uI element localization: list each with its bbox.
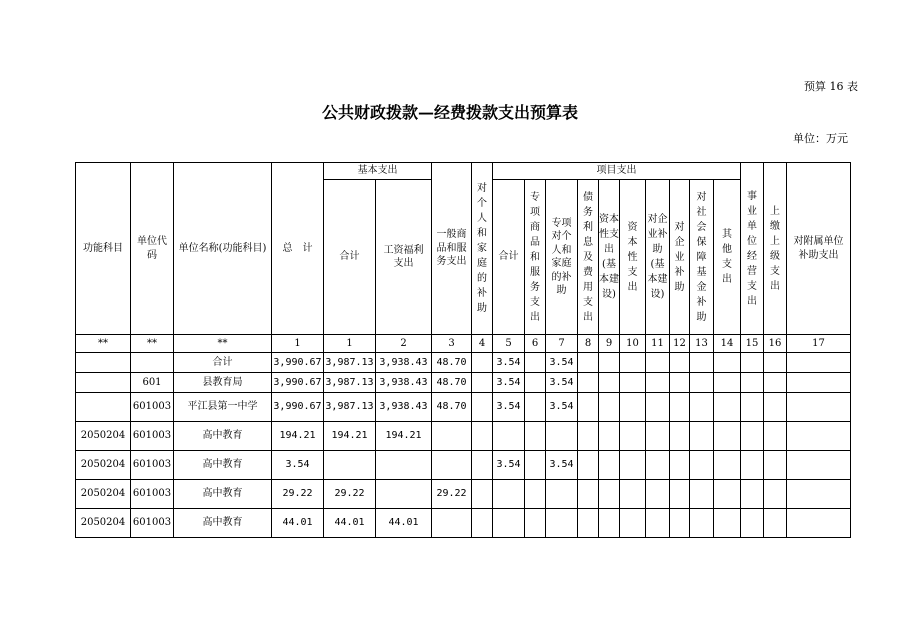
cell-amount	[741, 422, 764, 451]
header-upper: 上缴上级支出	[764, 163, 787, 335]
cell-amount	[646, 480, 670, 509]
header-func-subject: 功能科目	[76, 163, 131, 335]
cell-unit-name: 合计	[174, 353, 272, 373]
cell-unit-code: 601003	[131, 509, 174, 538]
cell-amount	[578, 480, 599, 509]
table-row	[76, 373, 851, 393]
cell-amount	[714, 422, 741, 451]
cell-amount	[764, 422, 787, 451]
cell-amount: 3,990.67	[272, 353, 324, 373]
cell-amount	[690, 480, 714, 509]
cell-amount	[764, 353, 787, 373]
cell-amount	[376, 451, 432, 480]
cell-func-subject: 2050204	[76, 451, 131, 480]
header-goods: 一般商品和服务支出	[432, 163, 472, 335]
cell-amount: 3,987.13	[324, 373, 376, 393]
cell-amount: 3,938.43	[376, 353, 432, 373]
cell-amount	[670, 480, 690, 509]
cell-amount: 48.70	[432, 393, 472, 422]
index-cell: 4	[472, 335, 493, 353]
unit-label: 单位：万元	[793, 132, 848, 145]
cell-func-subject: 2050204	[76, 480, 131, 509]
cell-unit-name: 县教育局	[174, 373, 272, 393]
cell-amount	[787, 509, 851, 538]
cell-amount	[546, 509, 578, 538]
cell-func-subject	[76, 393, 131, 422]
cell-amount	[787, 480, 851, 509]
index-cell: 17	[787, 335, 851, 353]
header-capital-build: 资本性支出(基本建设)	[599, 180, 620, 335]
header-biz: 事业单位经营支出	[741, 163, 764, 335]
cell-amount	[472, 422, 493, 451]
cell-amount	[376, 480, 432, 509]
cell-amount	[620, 509, 646, 538]
cell-amount	[670, 373, 690, 393]
cell-amount	[646, 373, 670, 393]
cell-amount	[714, 451, 741, 480]
header-personal: 对个人和家庭的补助	[472, 163, 493, 335]
cell-unit-name: 高中教育	[174, 422, 272, 451]
cell-amount	[741, 393, 764, 422]
cell-amount: 194.21	[324, 422, 376, 451]
index-cell: 5	[493, 335, 525, 353]
cell-amount	[714, 353, 741, 373]
header-enterprise-build: 对企业补助(基本建设)	[646, 180, 670, 335]
cell-amount	[599, 353, 620, 373]
cell-amount: 3.54	[272, 451, 324, 480]
table-number: 预算 16 表	[804, 80, 858, 93]
cell-amount: 3.54	[546, 373, 578, 393]
cell-unit-code: 601003	[131, 393, 174, 422]
index-cell: 15	[741, 335, 764, 353]
cell-amount	[546, 422, 578, 451]
cell-amount	[787, 451, 851, 480]
cell-amount	[690, 353, 714, 373]
cell-amount	[690, 373, 714, 393]
cell-amount: 3.54	[493, 353, 525, 373]
cell-unit-code: 601003	[131, 451, 174, 480]
cell-amount	[599, 480, 620, 509]
cell-amount: 3,990.67	[272, 393, 324, 422]
cell-amount	[525, 422, 546, 451]
cell-amount	[741, 353, 764, 373]
cell-amount: 3.54	[546, 353, 578, 373]
index-cell: 16	[764, 335, 787, 353]
cell-amount	[525, 373, 546, 393]
cell-func-subject	[76, 353, 131, 373]
cell-func-subject: 2050204	[76, 422, 131, 451]
cell-amount	[670, 451, 690, 480]
header-capital: 资本性支出	[620, 180, 646, 335]
header-unit-name: 单位名称(功能科目)	[174, 163, 272, 335]
cell-amount	[599, 451, 620, 480]
cell-amount	[741, 509, 764, 538]
cell-amount	[620, 480, 646, 509]
cell-amount	[764, 480, 787, 509]
cell-amount: 3.54	[546, 451, 578, 480]
cell-amount: 3,990.67	[272, 373, 324, 393]
header-project: 项目支出	[493, 163, 741, 180]
cell-unit-name: 高中教育	[174, 509, 272, 538]
cell-amount	[714, 509, 741, 538]
cell-amount	[764, 373, 787, 393]
cell-amount	[472, 509, 493, 538]
cell-amount	[646, 509, 670, 538]
cell-amount: 194.21	[376, 422, 432, 451]
cell-amount	[620, 373, 646, 393]
index-cell: **	[174, 335, 272, 353]
cell-amount	[646, 393, 670, 422]
header-unit-code: 单位代码	[131, 163, 174, 335]
cell-amount	[432, 509, 472, 538]
cell-func-subject: 2050204	[76, 509, 131, 538]
budget-table	[75, 162, 851, 538]
cell-amount	[525, 451, 546, 480]
index-cell: 9	[599, 335, 620, 353]
cell-amount	[670, 393, 690, 422]
data-rows	[76, 353, 851, 538]
cell-amount	[472, 393, 493, 422]
cell-amount	[741, 451, 764, 480]
cell-amount	[578, 451, 599, 480]
header-proj-total: 合计	[493, 180, 525, 335]
cell-amount	[578, 422, 599, 451]
cell-amount	[578, 353, 599, 373]
index-cell: 14	[714, 335, 741, 353]
cell-amount: 3,938.43	[376, 373, 432, 393]
header-sub: 对附属单位补助支出	[787, 163, 851, 335]
cell-amount	[741, 373, 764, 393]
table-row	[76, 422, 851, 451]
cell-amount	[787, 353, 851, 373]
cell-amount: 3.54	[493, 393, 525, 422]
table-row	[76, 393, 851, 422]
cell-unit-name: 平江县第一中学	[174, 393, 272, 422]
cell-amount: 29.22	[272, 480, 324, 509]
cell-amount	[670, 422, 690, 451]
header-special-goods: 专项商品和服务支出	[525, 180, 546, 335]
cell-amount	[493, 422, 525, 451]
index-cell: 13	[690, 335, 714, 353]
index-cell: **	[131, 335, 174, 353]
cell-amount: 194.21	[272, 422, 324, 451]
index-cell: 6	[525, 335, 546, 353]
cell-unit-name: 高中教育	[174, 451, 272, 480]
header-enterprise: 对企业补助	[670, 180, 690, 335]
index-row	[76, 335, 851, 353]
cell-amount	[670, 353, 690, 373]
cell-amount	[578, 393, 599, 422]
cell-func-subject	[76, 373, 131, 393]
cell-amount	[324, 451, 376, 480]
cell-unit-code: 601003	[131, 480, 174, 509]
cell-amount	[714, 480, 741, 509]
cell-amount	[714, 393, 741, 422]
index-cell: 2	[376, 335, 432, 353]
cell-amount	[578, 373, 599, 393]
cell-amount	[472, 353, 493, 373]
cell-amount: 44.01	[376, 509, 432, 538]
cell-amount	[432, 422, 472, 451]
cell-unit-code: 601	[131, 373, 174, 393]
cell-amount	[620, 353, 646, 373]
cell-amount	[646, 451, 670, 480]
cell-amount	[472, 451, 493, 480]
cell-amount	[599, 509, 620, 538]
page-title: 公共财政拨款—经费拨款支出预算表	[321, 103, 578, 122]
cell-amount	[578, 509, 599, 538]
cell-amount	[599, 422, 620, 451]
index-cell: 1	[324, 335, 376, 353]
cell-amount	[741, 480, 764, 509]
cell-amount	[764, 393, 787, 422]
header-basic: 基本支出	[324, 163, 432, 180]
cell-amount	[525, 509, 546, 538]
table-row	[76, 480, 851, 509]
cell-amount: 44.01	[324, 509, 376, 538]
cell-amount: 48.70	[432, 353, 472, 373]
cell-amount: 3,987.13	[324, 393, 376, 422]
cell-amount	[472, 373, 493, 393]
header-social: 对社会保障基金补助	[690, 180, 714, 335]
index-cell: 11	[646, 335, 670, 353]
cell-amount	[764, 451, 787, 480]
cell-amount: 3.54	[546, 393, 578, 422]
cell-amount: 44.01	[272, 509, 324, 538]
cell-amount	[525, 353, 546, 373]
table-row	[76, 509, 851, 538]
cell-amount	[620, 451, 646, 480]
cell-amount: 3,938.43	[376, 393, 432, 422]
cell-amount	[690, 509, 714, 538]
cell-amount	[787, 422, 851, 451]
cell-amount	[525, 393, 546, 422]
index-cell: 1	[272, 335, 324, 353]
cell-amount	[472, 480, 493, 509]
header-debt: 债务利息及费用支出	[578, 180, 599, 335]
header-basic-total: 合计	[324, 180, 376, 335]
cell-unit-code	[131, 353, 174, 373]
cell-unit-code: 601003	[131, 422, 174, 451]
cell-amount	[599, 393, 620, 422]
index-cell: 8	[578, 335, 599, 353]
cell-amount	[599, 373, 620, 393]
cell-amount	[690, 451, 714, 480]
header-total: 总 计	[272, 163, 324, 335]
index-cell: 7	[546, 335, 578, 353]
header-other: 其他支出	[714, 180, 741, 335]
cell-amount	[690, 422, 714, 451]
cell-amount	[690, 393, 714, 422]
cell-amount: 29.22	[432, 480, 472, 509]
cell-amount	[787, 373, 851, 393]
cell-amount	[646, 353, 670, 373]
cell-amount	[525, 480, 546, 509]
cell-amount	[764, 509, 787, 538]
cell-amount	[493, 509, 525, 538]
cell-amount	[670, 509, 690, 538]
index-cell: 3	[432, 335, 472, 353]
table-row	[76, 353, 851, 373]
table-row	[76, 451, 851, 480]
index-cell: **	[76, 335, 131, 353]
cell-amount: 3.54	[493, 451, 525, 480]
cell-unit-name: 高中教育	[174, 480, 272, 509]
header-special-personal: 专项对个人和家庭的补助	[546, 180, 578, 335]
cell-amount	[787, 393, 851, 422]
cell-amount: 3,987.13	[324, 353, 376, 373]
index-cell: 12	[670, 335, 690, 353]
cell-amount: 48.70	[432, 373, 472, 393]
header-wage: 工资福利支出	[376, 180, 432, 335]
cell-amount	[546, 480, 578, 509]
cell-amount: 3.54	[493, 373, 525, 393]
cell-amount	[493, 480, 525, 509]
cell-amount	[646, 422, 670, 451]
cell-amount: 29.22	[324, 480, 376, 509]
cell-amount	[620, 422, 646, 451]
cell-amount	[714, 373, 741, 393]
cell-amount	[432, 451, 472, 480]
index-cell: 10	[620, 335, 646, 353]
cell-amount	[620, 393, 646, 422]
